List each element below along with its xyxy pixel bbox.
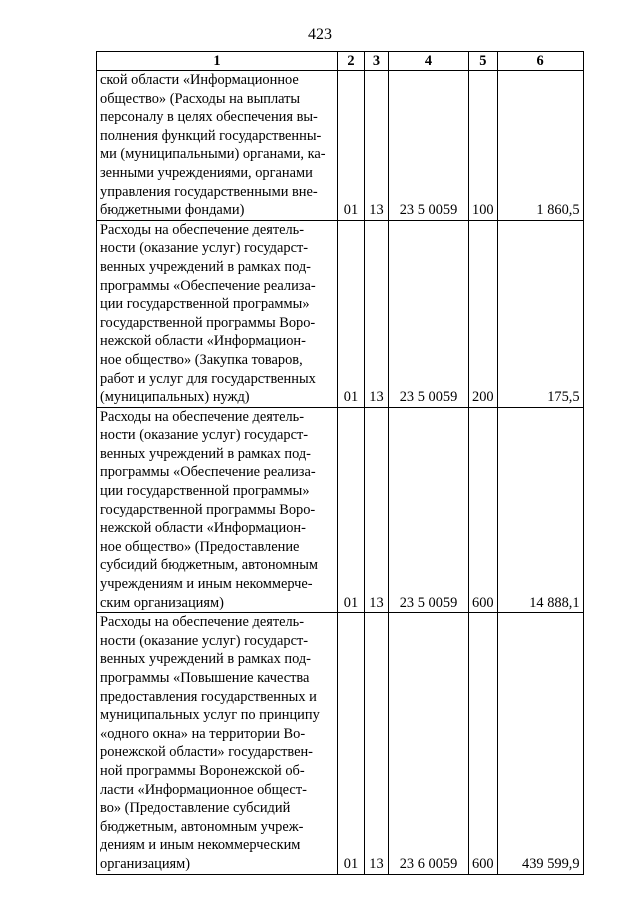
description-line: общество» (Расходы на выплаты [100, 90, 301, 107]
description-line: ности (оказание услуг) государст- [100, 240, 309, 257]
description-line: работ и услуг для государственных [100, 370, 316, 387]
expense-description [97, 220, 338, 407]
table-header-row [97, 52, 584, 71]
target-article-code: 23 5 0059 [389, 220, 469, 407]
amount: 175,5 [497, 220, 583, 407]
description-line: полнения функций государственны- [100, 127, 322, 144]
description-line: ции государственной программы» [100, 296, 310, 313]
description-line: государственной программы Воро- [100, 314, 316, 331]
description-line: бюджетным, автономным учреж- [100, 818, 304, 835]
description-line: программы «Повышение качества [100, 670, 310, 686]
description-line: нежской области «Информацион- [100, 520, 306, 537]
description-line: во» (Предоставление субсидий [100, 800, 291, 817]
amount: 439 599,9 [497, 613, 583, 874]
description-line: бюджетными фондами) [100, 202, 245, 219]
description-line: ное общество» (Предоставление [100, 538, 300, 555]
description-line: ной программы Воронежской об- [100, 762, 305, 779]
table-body [97, 71, 584, 875]
table-row [97, 71, 584, 221]
description-line: государственной программы Воро- [100, 501, 316, 518]
description-line: Расходы на обеспечение деятель- [100, 408, 305, 425]
budget-table [96, 51, 584, 875]
subsection-code: 13 [365, 220, 389, 407]
subsection-code: 13 [365, 71, 389, 221]
description-line: Расходы на обеспечение деятель- [100, 614, 305, 631]
expense-description [97, 71, 338, 221]
description-line: программы «Обеспечение реализа- [100, 464, 316, 481]
table-row [97, 220, 584, 407]
description-line: ским организациям) [100, 594, 224, 611]
amount: 1 860,5 [497, 71, 583, 221]
description-line: ное общество» (Закупка товаров, [100, 351, 303, 368]
description-line: ности (оказание услуг) государст- [100, 632, 309, 649]
expense-description [97, 613, 338, 874]
description-line: управления государственными вне- [100, 183, 318, 200]
expense-type-code: 200 [469, 220, 498, 407]
description-line: учреждениям и иным некоммерче- [100, 576, 313, 593]
description-line: венных учреждений в рамках под- [100, 445, 311, 462]
expense-type-code: 100 [469, 71, 498, 221]
description-line: субсидий бюджетным, автономным [100, 557, 319, 574]
description-line: венных учреждений в рамках под- [100, 651, 311, 668]
section-code: 01 [338, 220, 365, 407]
description-line: муниципальных услуг по принципу [100, 707, 320, 724]
header-col-6: 6 [497, 52, 583, 71]
description-line: ской области «Информационное [100, 72, 299, 88]
header-col-2: 2 [338, 52, 365, 71]
description-line: дениям и иным некоммерческим [100, 837, 301, 854]
target-article-code: 23 6 0059 [389, 613, 469, 874]
description-line: венных учреждений в рамках под- [100, 258, 311, 275]
description-line: ронежской области» государствен- [100, 744, 313, 761]
table-row [97, 613, 584, 874]
target-article-code: 23 5 0059 [389, 407, 469, 613]
header-col-1: 1 [97, 52, 338, 71]
description-line: Расходы на обеспечение деятель- [100, 221, 305, 238]
header-col-5: 5 [469, 52, 498, 71]
section-code: 01 [338, 71, 365, 221]
description-line: ности (оказание услуг) государст- [100, 427, 309, 444]
description-line: персоналу в целях обеспечения вы- [100, 109, 318, 126]
target-article-code: 23 5 0059 [389, 71, 469, 221]
expense-type-code: 600 [469, 613, 498, 874]
section-code: 01 [338, 613, 365, 874]
description-line: предоставления государственных и [100, 688, 317, 705]
description-line: ции государственной программы» [100, 483, 310, 500]
description-line: программы «Обеспечение реализа- [100, 277, 316, 294]
page-number: 423 [308, 26, 332, 43]
description-line: зенными учреждениями, органами [100, 164, 313, 181]
description-line: «одного окна» на территории Во- [100, 725, 306, 742]
header-col-4: 4 [389, 52, 469, 71]
section-code: 01 [338, 407, 365, 613]
subsection-code: 13 [365, 407, 389, 613]
expense-type-code: 600 [469, 407, 498, 613]
table-row [97, 407, 584, 613]
description-line: ласти «Информационное общест- [100, 781, 307, 798]
subsection-code: 13 [365, 613, 389, 874]
description-line: нежской области «Информацион- [100, 333, 306, 350]
description-line: (муниципальных) нужд) [100, 389, 250, 406]
description-line: организациям) [100, 855, 191, 872]
header-col-3: 3 [365, 52, 389, 71]
amount: 14 888,1 [497, 407, 583, 613]
description-line: ми (муниципальными) органами, ка- [100, 146, 326, 163]
expense-description [97, 407, 338, 613]
